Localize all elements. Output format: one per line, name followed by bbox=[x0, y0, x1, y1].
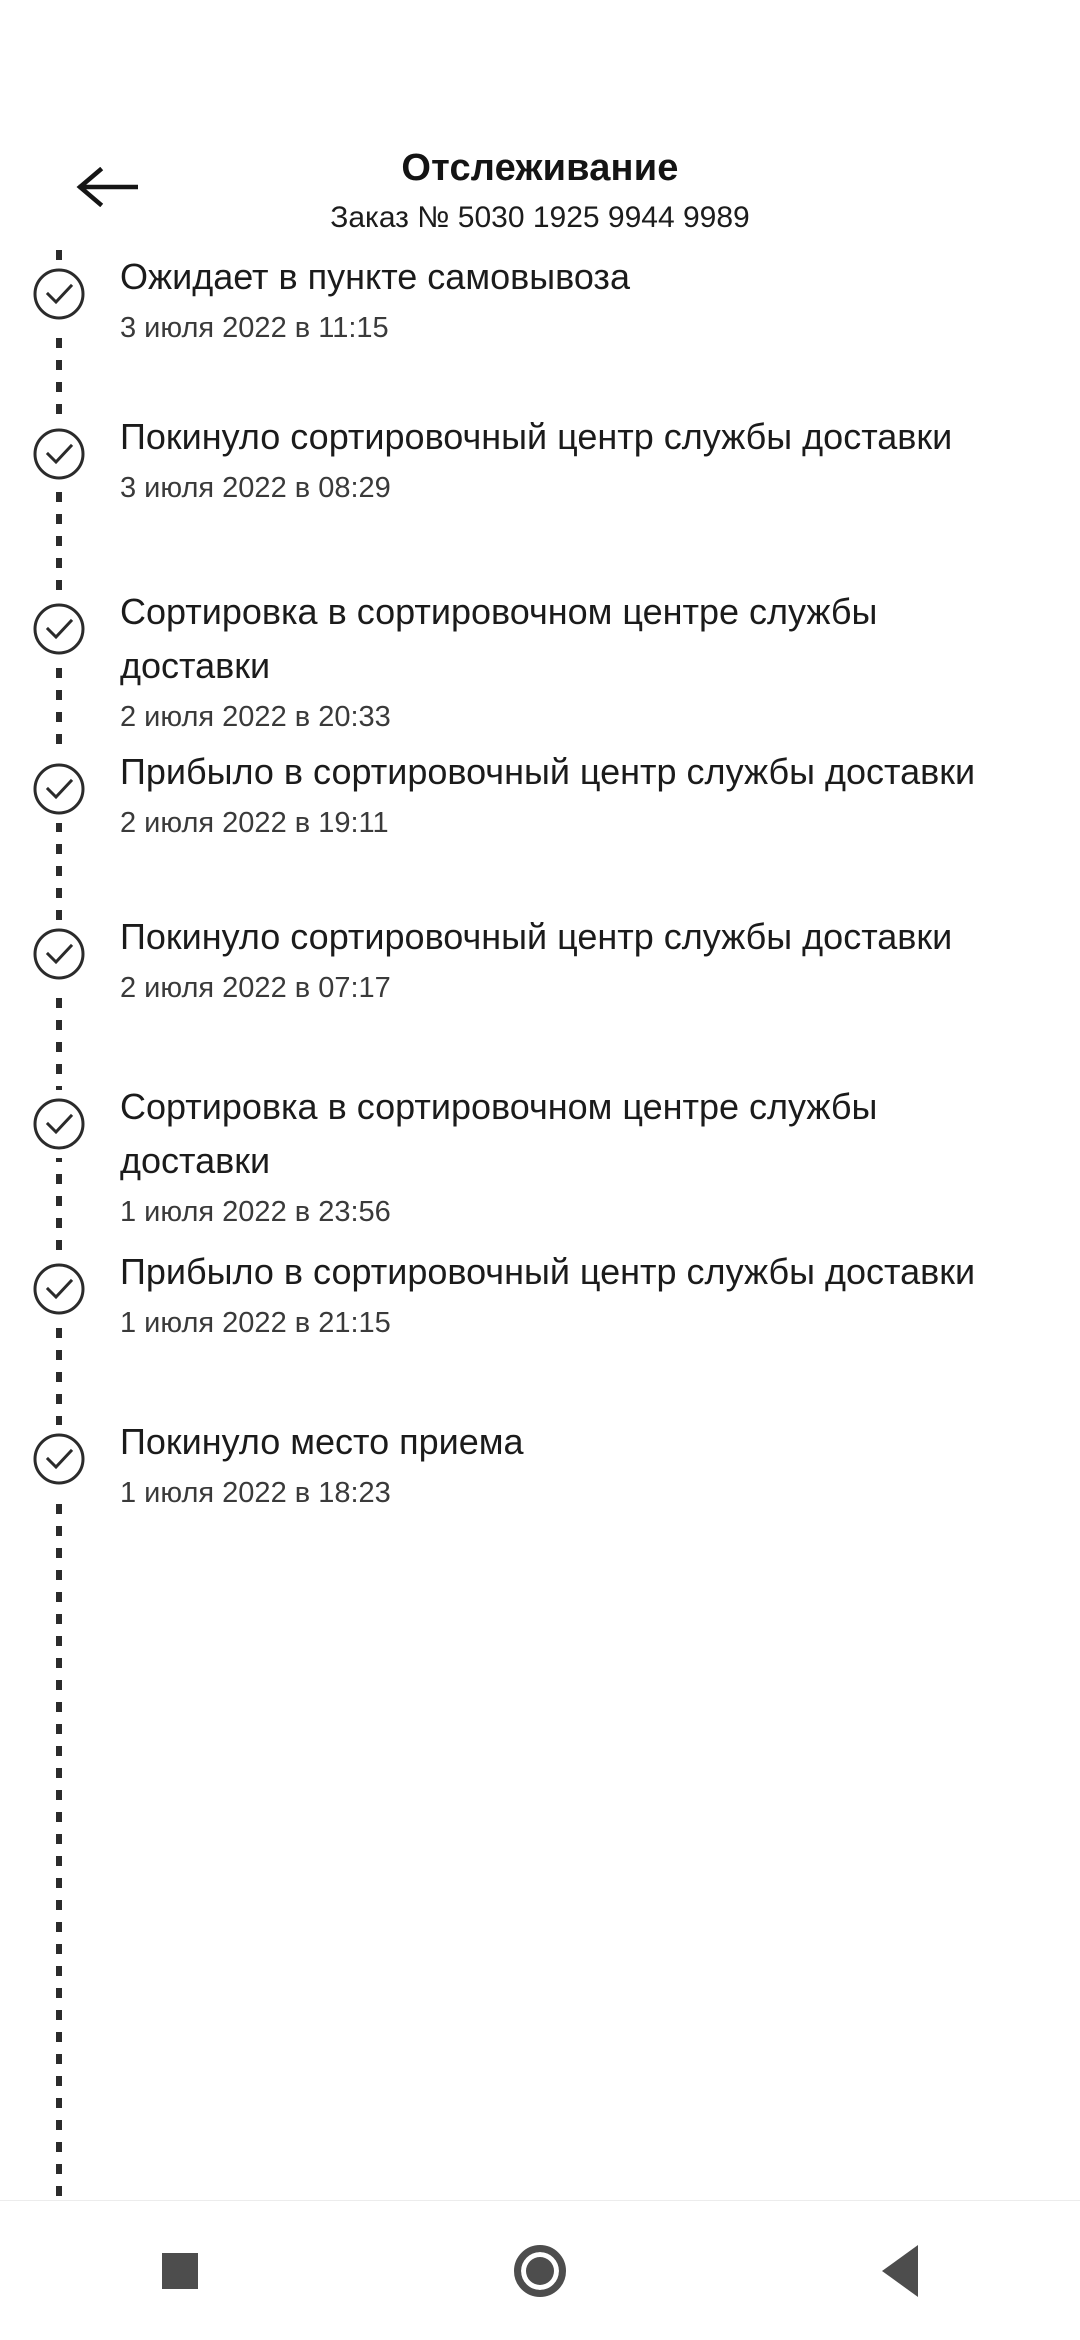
app-header bbox=[0, 0, 1080, 250]
timeline-event-title: Прибыло в сортировочный центр службы доставки bbox=[120, 1251, 976, 1292]
timeline-event bbox=[0, 250, 1080, 410]
timeline-event bbox=[0, 1080, 1080, 1240]
timeline-event-date: 1 июля 2022 в 18:23 bbox=[120, 1477, 391, 1509]
timeline-event-title: Покинуло сортировочный центр службы доставки bbox=[120, 916, 953, 957]
timeline-event bbox=[0, 585, 1080, 745]
timeline-event bbox=[0, 1245, 1080, 1405]
system-navigation-bar bbox=[0, 2200, 1080, 2340]
timeline-event-title: Прибыло в сортировочный центр службы доставки bbox=[120, 751, 976, 792]
timeline-event-date: 3 июля 2022 в 11:15 bbox=[120, 312, 389, 344]
timeline-event-title: Сортировка в сортировочном центре службы доставки bbox=[120, 1086, 878, 1181]
timeline-event-body bbox=[120, 250, 1020, 346]
timeline-event bbox=[0, 1415, 1080, 1575]
timeline-event-body bbox=[120, 1245, 1020, 1341]
check-circle-icon bbox=[25, 1255, 93, 1323]
circle-icon bbox=[514, 2245, 566, 2297]
timeline-event bbox=[0, 910, 1080, 1070]
check-circle-icon bbox=[25, 920, 93, 988]
timeline-event-body bbox=[120, 910, 1020, 1006]
timeline-event-body bbox=[120, 410, 1020, 506]
timeline-event-date: 2 июля 2022 в 19:11 bbox=[120, 807, 389, 839]
timeline-event-title: Ожидает в пункте самовывоза bbox=[120, 256, 630, 297]
timeline-event-body bbox=[120, 585, 1020, 735]
order-number: Заказ № 5030 1925 9944 9989 bbox=[330, 201, 750, 234]
timeline-event-date: 2 июля 2022 в 07:17 bbox=[120, 972, 391, 1004]
timeline-event-body bbox=[120, 745, 1020, 841]
timeline-event-date: 1 июля 2022 в 21:15 bbox=[120, 1307, 391, 1339]
timeline-event-body bbox=[120, 1415, 1020, 1511]
header-titles bbox=[0, 145, 1080, 236]
timeline-event-date: 2 июля 2022 в 20:33 bbox=[120, 701, 391, 733]
square-icon bbox=[162, 2253, 198, 2289]
page-title: Отслеживание bbox=[401, 147, 679, 189]
check-circle-icon bbox=[25, 1090, 93, 1158]
check-circle-icon bbox=[25, 420, 93, 488]
timeline-event bbox=[0, 410, 1080, 570]
timeline-event-date: 1 июля 2022 в 23:56 bbox=[120, 1196, 391, 1228]
timeline-event bbox=[0, 745, 1080, 905]
check-circle-icon bbox=[25, 755, 93, 823]
triangle-back-icon bbox=[882, 2245, 918, 2297]
check-circle-icon bbox=[25, 595, 93, 663]
system-back-button[interactable] bbox=[825, 2201, 975, 2340]
check-circle-icon bbox=[25, 1425, 93, 1493]
timeline-event-title: Покинуло место приема bbox=[120, 1421, 524, 1462]
timeline-event-title: Покинуло сортировочный центр службы доставки bbox=[120, 416, 953, 457]
timeline-event-title: Сортировка в сортировочном центре службы доставки bbox=[120, 591, 878, 686]
recents-button[interactable] bbox=[105, 2201, 255, 2340]
home-button[interactable] bbox=[465, 2201, 615, 2340]
timeline-event-body bbox=[120, 1080, 1020, 1230]
check-circle-icon bbox=[25, 260, 93, 328]
timeline-event-date: 3 июля 2022 в 08:29 bbox=[120, 472, 391, 504]
tracking-timeline bbox=[0, 250, 1080, 2340]
